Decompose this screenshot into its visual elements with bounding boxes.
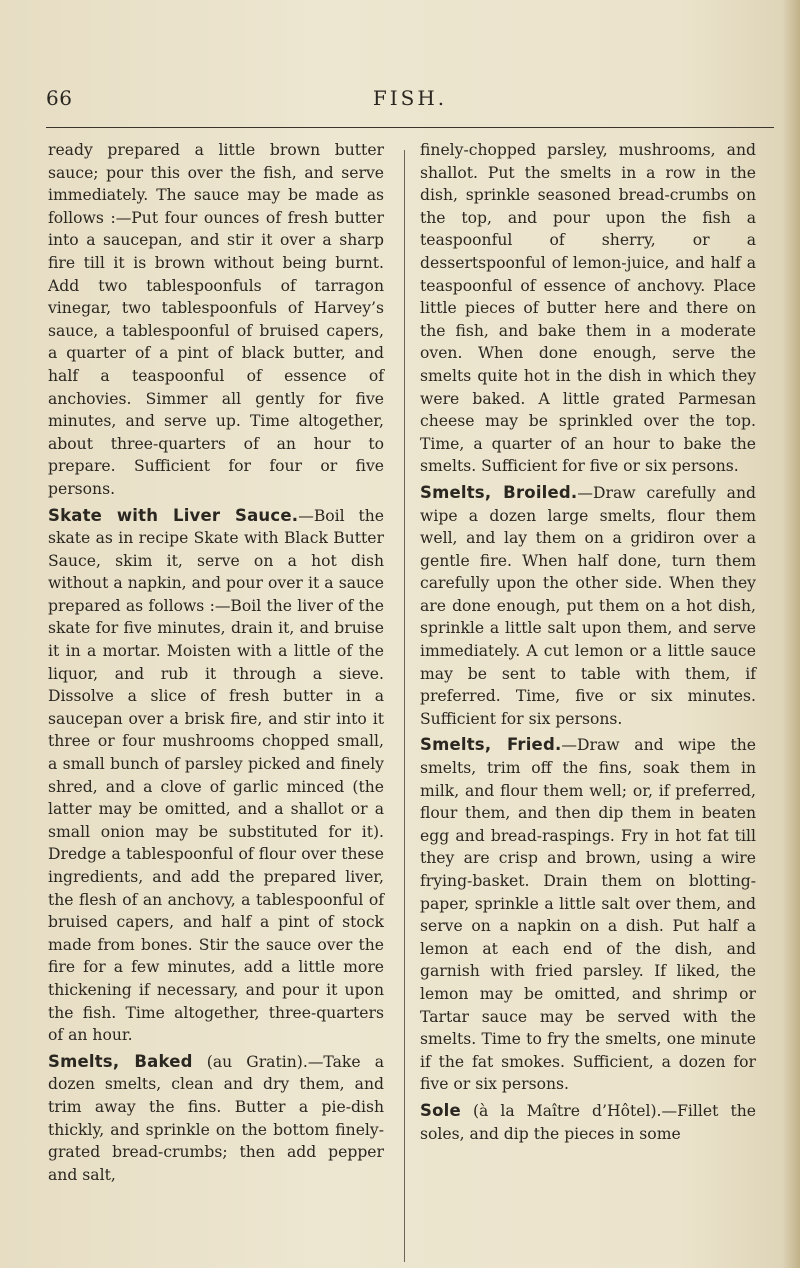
recipe-skate-liver-sauce	[48, 505, 384, 1047]
recipe-body: —Draw carefully and wipe a dozen large smelts, flour them well, and lay them on a gridiron over a gentle fire. When half done, turn them carefully upon the other side. When they are done enough, put them on a hot dish, sprinkle a little salt upon them, and serve immediately. A cut lemon or a little sauce may be sent to table with them, if preferred. Time, five or six minutes. Sufficient for six persons.	[420, 483, 756, 728]
recipe-subheading: (à la Maître d’Hôtel).	[460, 1101, 662, 1120]
paragraph-continued: finely-chopped parsley, mushrooms, and shallot. Put the smelts in a row in the dish, sprinkle seasoned bread-crumbs on the top, and pour upon the fish a teaspoonful of sherry, or a dessertspoonful of lemon-juice, and half a teaspoonful of essence of anchovy. Place little pieces of butter here and there on the fish, and bake them in a moderate oven. When done enough, serve the smelts quite hot in the dish in which they were baked. A little grated Parmesan cheese may be sprinkled over the top. Time, a quarter of an hour to bake the smelts. Sufficient for five or six persons.	[420, 141, 756, 476]
column-divider	[404, 150, 405, 1262]
recipe-heading: Smelts, Baked	[48, 1051, 193, 1071]
page-header	[46, 86, 774, 114]
recipe-body: —Fillet the soles, and dip the pieces in some	[420, 1101, 757, 1143]
recipe-smelts-fried	[420, 734, 756, 1096]
recipe-heading: Sole	[420, 1100, 461, 1120]
paragraph-continued: ready prepared a little brown butter sauce; pour this over the fish, and serve immediately. The sauce may be made as follows :—Put four ounces of fresh butter into a saucepan, and stir it over a sharp fire till it is brown without being burnt. Add two tablespoonfuls of tarragon vinegar, two tablespoonfuls of Harvey’s sauce, a tablespoonful of bruised capers, a quarter of a pint of black butter, and half a teaspoonful of essence of anchovies. Simmer all gently for five minutes, and serve up. Time altogether, about three-quarters of an hour to prepare. Sufficient for four or five persons.	[48, 141, 384, 498]
recipe-heading: Smelts, Fried.	[420, 735, 562, 755]
page-spine-shadow	[782, 0, 800, 1268]
recipe-sole-maitre-dhotel	[420, 1100, 756, 1145]
recipe-body: —Take a dozen smelts, clean and dry them, and trim away the fins. Butter a pie-dish thickly, and sprinkle on the bottom finely-grated bread-crumbs; then add pepper and salt,	[48, 1052, 384, 1184]
page-number: 66	[46, 86, 73, 110]
right-column	[420, 139, 756, 1149]
recipe-smelts-baked	[48, 1051, 384, 1187]
recipe-heading: Skate with Liver Sauce.	[48, 505, 299, 525]
left-column	[48, 139, 384, 1190]
running-head: FISH.	[372, 86, 448, 110]
header-rule	[46, 127, 774, 128]
recipe-body: —Draw and wipe the smelts, trim off the fins, soak them in milk, and flour them well; or, if preferred, flour them, and then dip them in beaten egg and bread-raspings. Fry in hot fat till they are crisp and brown, using a wire frying-basket. Drain them on blotting-paper, sprinkle a little salt over them, and serve on a napkin on a dish. Put half a lemon at each end of the dish, and garnish with fried parsley. If liked, the lemon may be omitted, and shrimp or Tartar sauce may be served with the smelts. Time to fry the smelts, one minute if the fat smokes. Sufficient, a dozen for five or six persons.	[420, 736, 756, 1094]
recipe-subheading: (au Gratin).	[192, 1052, 308, 1071]
recipe-body: —Boil the skate as in recipe Skate with Black Butter Sauce, skim it, serve on a hot dish without a napkin, and pour over it a sauce prepared as follows :—Boil the liver of the skate for five minutes, drain it, and bruise it in a mortar. Moisten with a little of the liquor, and rub it through a sieve. Dissolve a slice of fresh butter in a saucepan over a brisk fire, and stir into it three or four mushrooms chopped small, a small bunch of parsley picked and finely shred, and a clove of garlic minced (the latter may be omitted, and a shallot or a small onion may be substituted for it). Dredge a tablespoonful of flour over these ingredients, and add the prepared liver, the flesh of an anchovy, a tablespoonful of bruised capers, and half a pint of stock made from bones. Stir the sauce over the fire for a few minutes, add a little more thickening if necessary, and pour it upon the fish. Time altogether, three-quarters of an hour.	[48, 506, 384, 1045]
recipe-smelts-broiled	[420, 482, 756, 731]
recipe-heading: Smelts, Broiled.	[420, 482, 578, 502]
